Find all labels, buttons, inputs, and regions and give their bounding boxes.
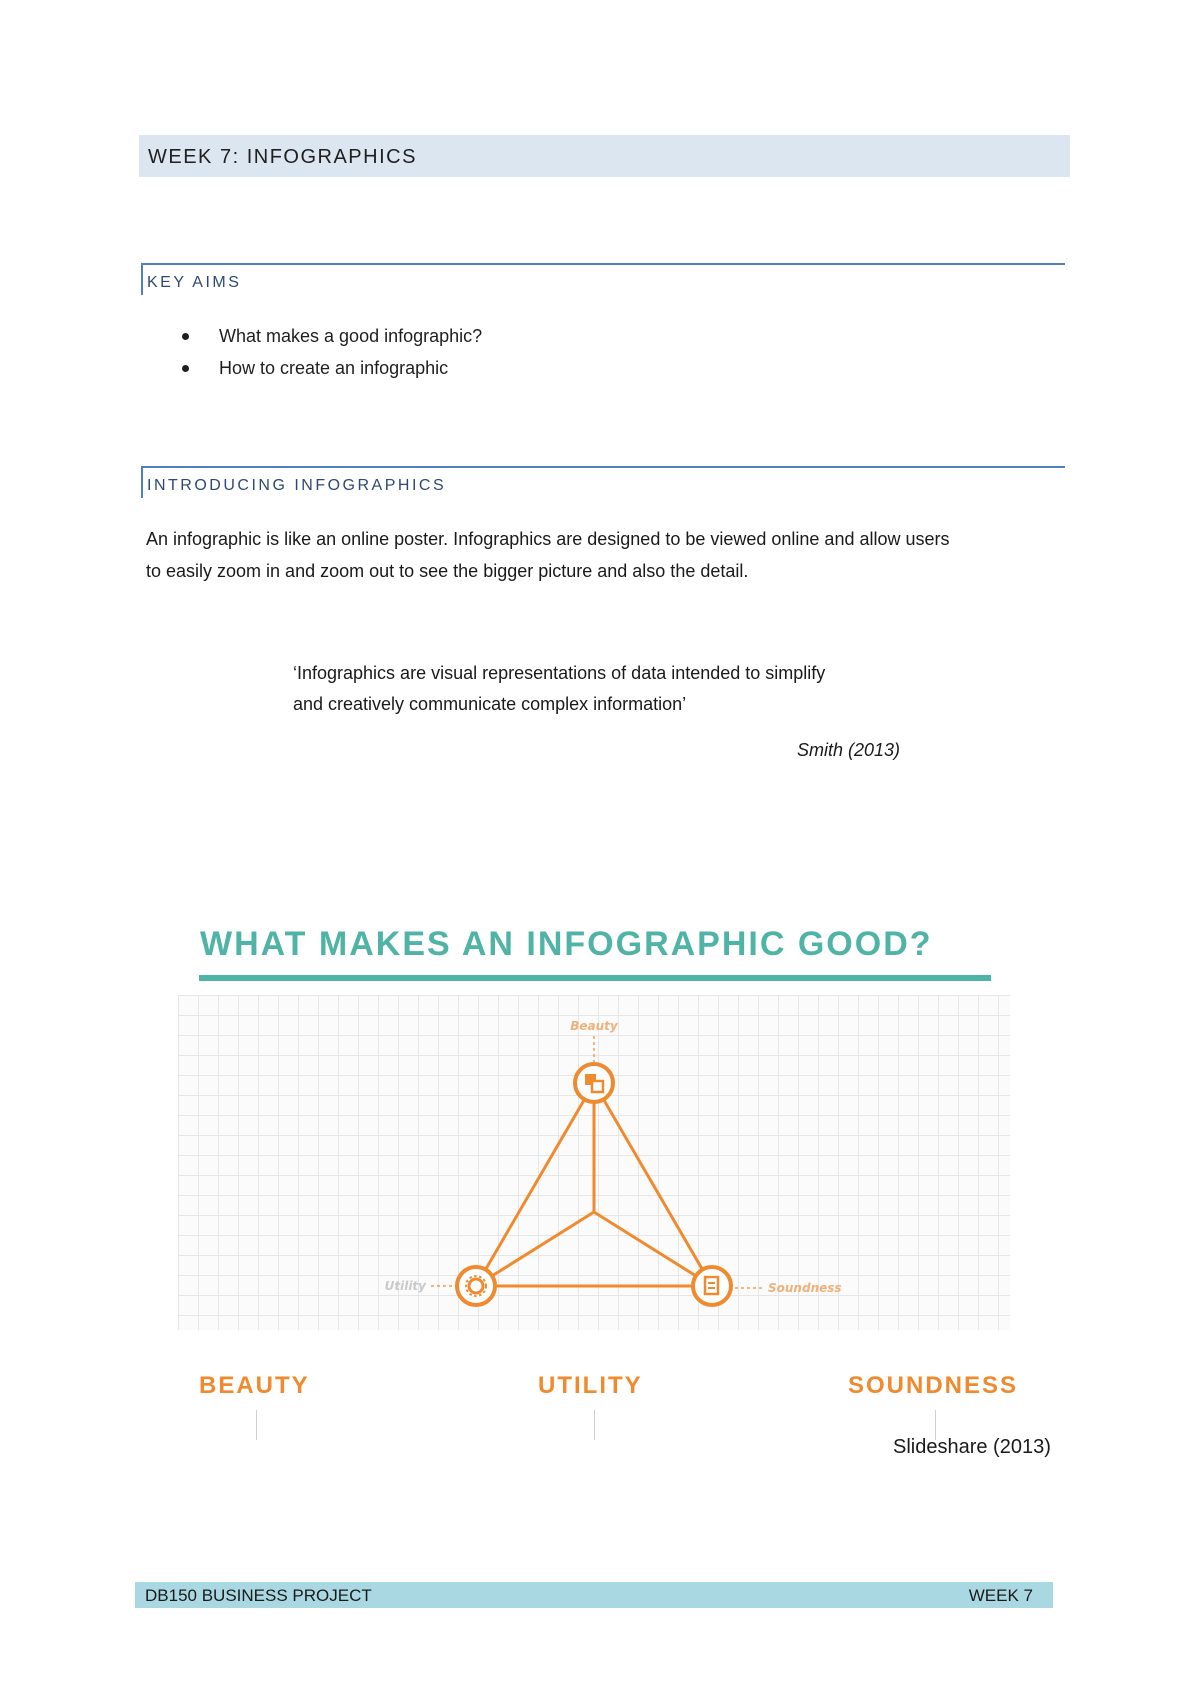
- page-title: WEEK 7: INFOGRAPHICS: [148, 146, 417, 168]
- vertex-label-utility: Utility: [384, 1279, 426, 1293]
- intro-paragraph-line: to easily zoom in and zoom out to see the bigger picture and also the detail.: [146, 561, 749, 581]
- edge-top-left: [476, 1083, 594, 1286]
- quote-citation: Smith (2013): [796, 740, 900, 760]
- section-heading-text: INTRODUCING INFOGRAPHICS: [147, 477, 447, 494]
- beauty-vertex-icon: [575, 1064, 613, 1102]
- quote-line: ‘Infographics are visual representations of data intended to simplify: [293, 663, 826, 683]
- footer-left-text: DB150 BUSINESS PROJECT: [145, 1586, 372, 1605]
- infographic-source: Slideshare (2013): [893, 1436, 1051, 1458]
- vertex-label-beauty: Beauty: [570, 1019, 618, 1033]
- infographic-title: WHAT MAKES AN INFOGRAPHIC GOOD?: [200, 925, 933, 963]
- infographic-word-utility: UTILITY: [538, 1372, 643, 1399]
- infographic-word-soundness: SOUNDNESS: [848, 1372, 1019, 1399]
- soundness-vertex-icon: [693, 1267, 731, 1305]
- infographic-word-beauty: BEAUTY: [199, 1372, 310, 1399]
- triangle-lines: [476, 1083, 712, 1286]
- vertex-label-soundness: Soundness: [768, 1281, 842, 1295]
- list-item-text: What makes a good infographic?: [219, 326, 483, 346]
- section-heading-text: KEY AIMS: [147, 274, 242, 291]
- intro-paragraph-line: An infographic is like an online poster. Infographics are designed to be viewed online and allow users: [146, 529, 950, 549]
- divider-tick: [256, 1410, 257, 1440]
- divider-tick: [594, 1410, 595, 1440]
- footer-right-text: WEEK 7: [968, 1586, 1033, 1605]
- utility-vertex-icon: [457, 1267, 495, 1305]
- quote-line: and creatively communicate complex information’: [293, 694, 687, 714]
- list-item-text: How to create an infographic: [219, 358, 449, 378]
- page-footer: [135, 1582, 1053, 1608]
- edge-top-right: [594, 1083, 712, 1286]
